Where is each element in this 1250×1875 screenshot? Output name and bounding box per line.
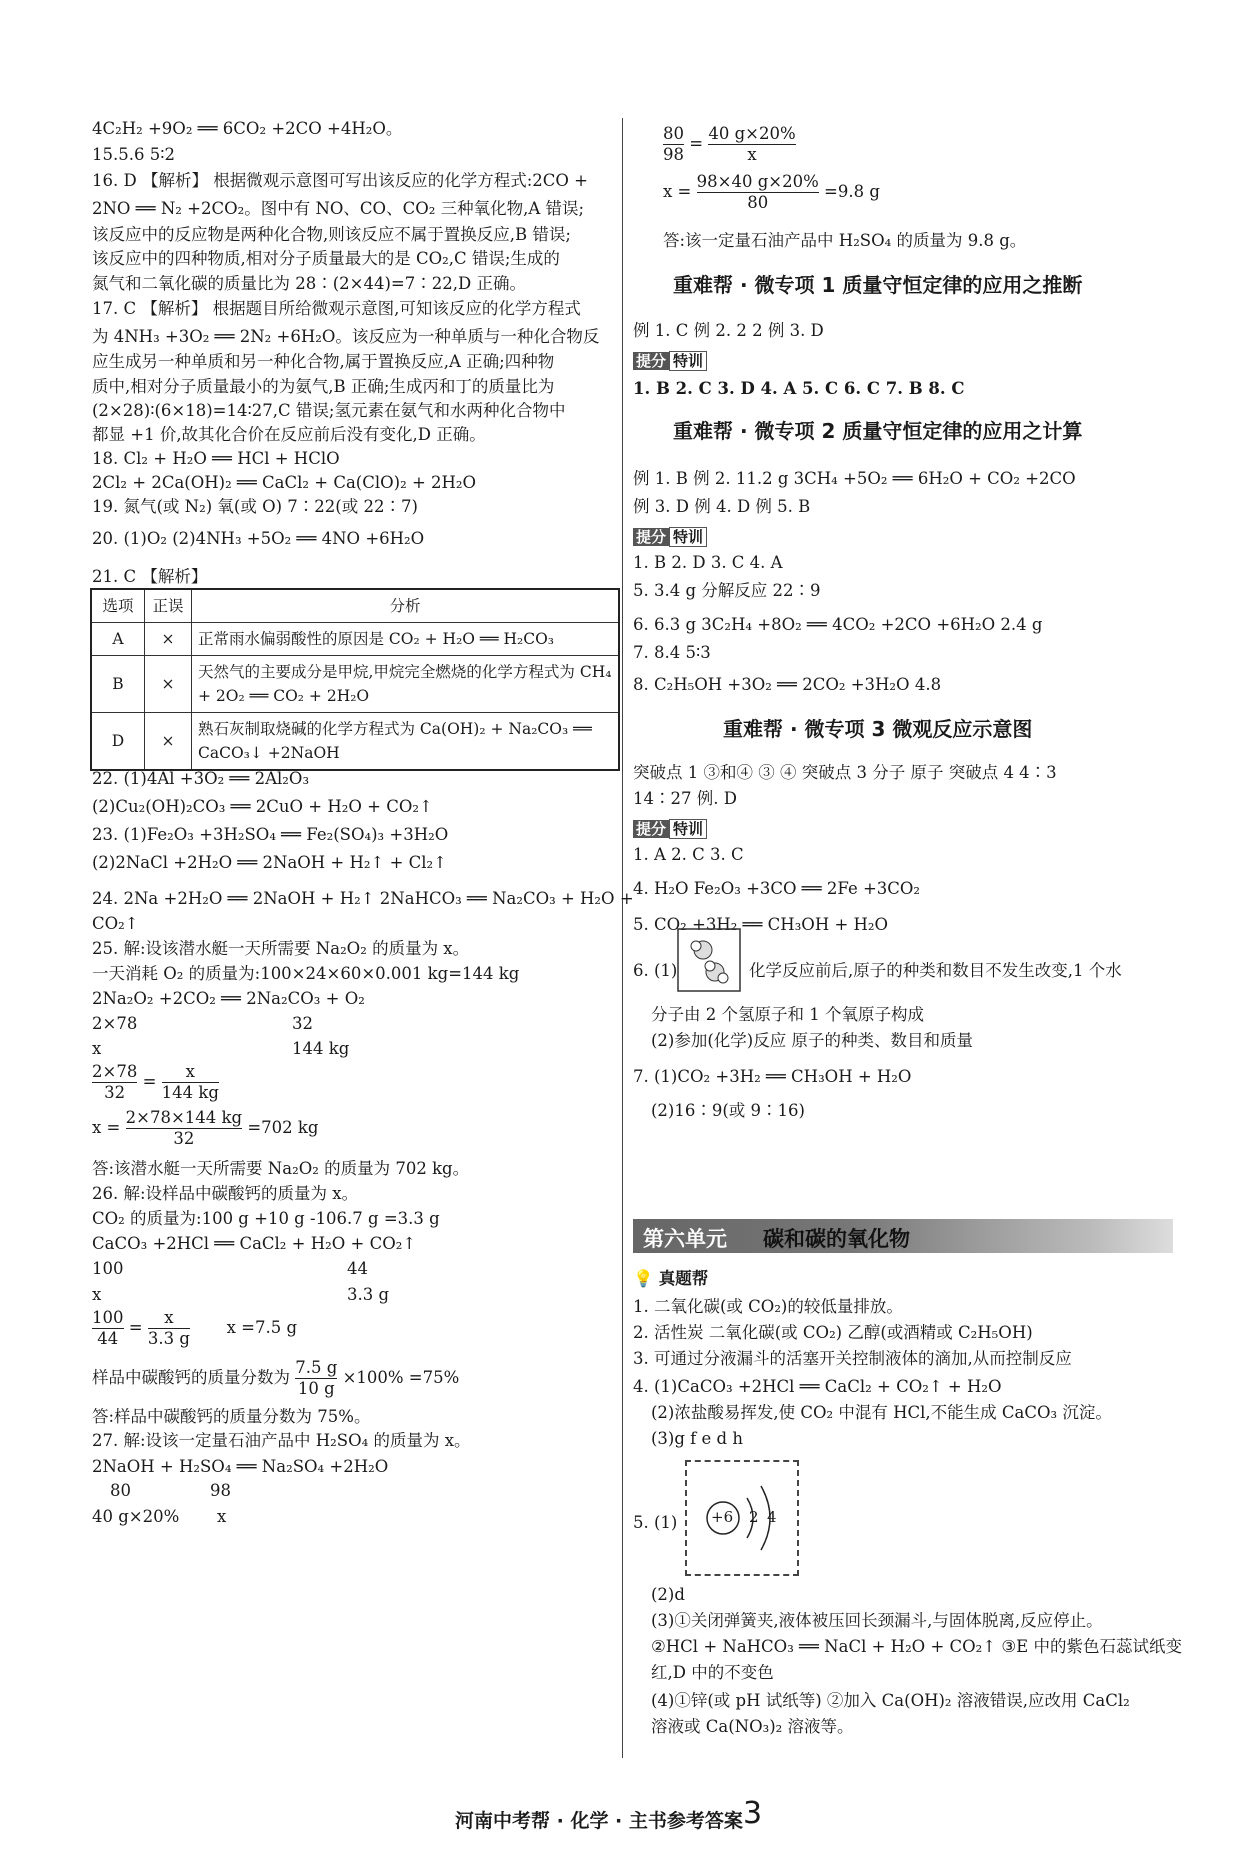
answer-line: 氮气和二氧化碳的质量比为 28∶(2×44)=7∶22,D 正确。 xyxy=(92,274,526,293)
tag-b: 特训 xyxy=(669,351,707,371)
page-number: 3 xyxy=(743,1796,763,1831)
answer-line: (3)①关闭弹簧夹,液体被压回长颈漏斗,与固体脱离,反应停止。 xyxy=(651,1611,1103,1630)
answer-line: (2)Cu₂(OH)₂CO₃ ══ 2CuO + H₂O + CO₂↑ xyxy=(92,797,433,816)
answer-line: 100 xyxy=(92,1259,124,1278)
tag-a: 提分 xyxy=(633,352,669,370)
answer-line: 7. (1)CO₂ +3H₂ ══ CH₃OH + H₂O xyxy=(633,1067,912,1086)
table-cell: B xyxy=(91,656,145,713)
answer-line: (2)16∶9(或 9∶16) xyxy=(651,1101,805,1120)
tifen-tag xyxy=(633,350,707,372)
bulb-icon: 💡 xyxy=(633,1269,654,1288)
answer-line: 1. B 2. D 3. C 4. A xyxy=(633,553,783,572)
frac-den: 3.3 g xyxy=(147,1329,190,1348)
answer-line: 2Na₂O₂ +2CO₂ ══ 2Na₂CO₃ + O₂ xyxy=(92,989,365,1008)
frac-num: x xyxy=(162,1062,219,1083)
answer-line: 7. 8.4 5∶3 xyxy=(633,643,711,662)
table-cell: × xyxy=(145,623,192,656)
atom-shells xyxy=(687,1462,797,1574)
frac-den: 32 xyxy=(104,1083,126,1102)
text: x =7.5 g xyxy=(226,1318,298,1337)
frac-den: x xyxy=(747,145,757,164)
answer-line: x xyxy=(217,1507,227,1526)
example-line: 例 1. B 例 2. 11.2 g 3CH₄ +5O₂ ══ 6H₂O + CO₂ +2CO xyxy=(633,469,1076,488)
frac-den: 144 kg xyxy=(161,1083,219,1102)
example-line: 例 1. C 例 2. 2 2 例 3. D xyxy=(633,321,824,340)
answer-19: 19. 氮气(或 N₂) 氧(或 O) 7∶22(或 22∶7) xyxy=(92,497,418,516)
section-heading: 重难帮 · 微专项 3 微观反应示意图 xyxy=(723,717,1033,741)
answer-line: (2)参加(化学)反应 原子的种类、数目和质量 xyxy=(651,1031,973,1050)
answer-line: 突破点 1 ③和④ ③ ④ 突破点 3 分子 原子 突破点 4 4∶3 xyxy=(633,763,1057,782)
section-heading: 重难帮 · 微专项 1 质量守恒定律的应用之推断 xyxy=(673,273,1083,297)
frac-num: x xyxy=(148,1308,190,1329)
frac-num: 2×78×144 kg xyxy=(125,1108,243,1127)
tag-a: 提分 xyxy=(633,820,669,838)
frac-den: 32 xyxy=(173,1129,195,1148)
answer-line: (2)浓盐酸易挥发,使 CO₂ 中混有 HCl,不能生成 CaCO₃ 沉淀。 xyxy=(651,1403,1112,1422)
column-divider xyxy=(622,118,623,1758)
fraction-line xyxy=(663,172,880,213)
answer-line: 1. A 2. C 3. C xyxy=(633,845,744,864)
tag-line xyxy=(633,818,707,840)
answer-line: 1. B 2. C 3. D 4. A 5. C 6. C 7. B 8. C xyxy=(633,379,965,398)
answer-line: 答:样品中碳酸钙的质量分数为 75%。 xyxy=(92,1407,371,1426)
answer-line: 3. 可通过分液漏斗的活塞开关控制液体的滴加,从而控制反应 xyxy=(633,1349,1072,1368)
answer-line: 14∶27 例. D xyxy=(633,789,737,808)
table-cell: × xyxy=(145,656,192,713)
answer-line: 为 4NH₃ +3O₂ ══ 2N₂ +6H₂O。该反应为一种单质与一种化合物反 xyxy=(92,327,600,346)
tag-line xyxy=(633,526,707,548)
answer-line: 144 kg xyxy=(292,1039,350,1058)
fraction-line: $\frac{2\times 78}{32}$ = $\frac{x}{144 kg}$ xyxy=(92,1062,219,1102)
frac-num: 7.5 g xyxy=(295,1358,338,1377)
answer-line: x xyxy=(92,1039,102,1058)
table-cell: D xyxy=(91,713,145,771)
section-heading: 重难帮 · 微专项 2 质量守恒定律的应用之计算 xyxy=(673,419,1083,443)
answer-line: CO₂ 的质量为:100 g +10 g -106.7 g =3.3 g xyxy=(92,1209,440,1228)
answer-line: 5. (1) xyxy=(633,1513,678,1532)
answer-18: 18. Cl₂ + H₂O ══ HCl + HClO xyxy=(92,449,340,468)
table-header: 分析 xyxy=(192,589,620,623)
fraction-line: $\frac{100}{44}$ = $\frac{x}{3.3 g}$ x =7.5 g xyxy=(92,1308,298,1348)
frac-den: 98 xyxy=(663,145,684,164)
answer-22: 22. (1)4Al +3O₂ ══ 2Al₂O₃ xyxy=(92,769,310,788)
atom-nucleus: +6 xyxy=(711,1508,734,1526)
frac-num: 40 g×20% xyxy=(708,124,796,143)
answer-line: 该反应中的四种物质,相对分子质量最大的是 CO₂,C 错误;生成的 xyxy=(92,249,560,268)
answer-line: 2×78 xyxy=(92,1014,138,1033)
answer-line: 8. C₂H₅OH +3O₂ ══ 2CO₂ +3H₂O 4.8 xyxy=(633,675,942,694)
answer-line: 应生成另一种单质和另一种化合物,属于置换反应,A 正确;四种物 xyxy=(92,352,555,371)
answer-line: 一天消耗 O₂ 的质量为:100×24×60×0.001 kg=144 kg xyxy=(92,964,520,983)
table-cell: 熟石灰制取烧碱的化学方程式为 Ca(OH)₂ + Na₂CO₃ ══ CaCO₃↓ +2NaOH xyxy=(192,713,620,771)
atom-structure-diagram xyxy=(685,1460,799,1576)
answer-line: 2NaOH + H₂SO₄ ══ Na₂SO₄ +2H₂O xyxy=(92,1457,389,1476)
table-cell: 正常雨水偏弱酸性的原因是 CO₂ + H₂O ══ H₂CO₃ xyxy=(192,623,620,656)
tag-a: 提分 xyxy=(633,528,669,546)
answer-line: ②HCl + NaHCO₃ ══ NaCl + H₂O + CO₂↑ ③E 中的紫色石蕊试纸变 xyxy=(651,1637,1182,1656)
table-row xyxy=(91,623,619,656)
answer-line: 该反应中的反应物是两种化合物,则该反应不属于置换反应,B 错误; xyxy=(92,225,571,244)
frac-num: 98×40 g×20% xyxy=(696,172,819,191)
answer-25: 25. 解:设该潜水艇一天所需要 Na₂O₂ 的质量为 x。 xyxy=(92,939,470,958)
answer-line: 4. (1)CaCO₃ +2HCl ══ CaCl₂ + CO₂↑ + H₂O xyxy=(633,1377,1002,1396)
atom-electron-count: 2 xyxy=(749,1508,759,1526)
text: =9.8 g xyxy=(824,182,880,201)
answer-line: 3.3 g xyxy=(347,1285,390,1304)
table-row xyxy=(91,713,619,771)
frac-den: 80 xyxy=(747,193,769,212)
answer-line: 红,D 中的不变色 xyxy=(651,1663,774,1682)
answer-20: 20. (1)O₂ (2)4NH₃ +5O₂ ══ 4NO +6H₂O xyxy=(92,529,425,548)
text: 样品中碳酸钙的质量分数为 xyxy=(92,1368,290,1387)
frac-den: 44 xyxy=(97,1329,119,1348)
molecule-diagram xyxy=(677,928,741,992)
tifen-tag xyxy=(633,526,707,548)
answer-line: 分子由 2 个氢原子和 1 个氧原子构成 xyxy=(651,1005,924,1024)
answer-line: (3)g f e d h xyxy=(651,1429,743,1448)
text: x = xyxy=(92,1118,121,1137)
table-header-row xyxy=(91,589,619,623)
answer-line: 6. (1) xyxy=(633,961,678,980)
table-header: 正误 xyxy=(145,589,192,623)
frac-num: 80 xyxy=(663,124,684,143)
example-line: 例 3. D 例 4. D 例 5. B xyxy=(633,497,811,516)
answer-line: 2Cl₂ + 2Ca(OH)₂ ══ CaCl₂ + Ca(ClO)₂ + 2H₂O xyxy=(92,473,477,492)
answer-line: (4)①锌(或 pH 试纸等) ②加入 Ca(OH)₂ 溶液错误,应改用 CaCl₂ xyxy=(651,1691,1130,1710)
table-cell: A xyxy=(91,623,145,656)
text: =702 kg xyxy=(247,1118,319,1137)
unit-banner xyxy=(633,1219,1173,1253)
table-row xyxy=(91,656,619,713)
tag-b: 特训 xyxy=(669,527,707,547)
answer-line: 质中,相对分子质量最小的为氨气,B 正确;生成丙和丁的质量比为 xyxy=(92,377,555,396)
answer-line: 40 g×20% xyxy=(92,1507,180,1526)
answer-24: 24. 2Na +2H₂O ══ 2NaOH + H₂↑ 2NaHCO₃ ══ Na₂CO₃ + H₂O + xyxy=(92,889,634,908)
answer-16: 16. D 【解析】 根据微观示意图可写出该反应的化学方程式:2CO + xyxy=(92,171,588,190)
answer-line: 98 xyxy=(210,1481,231,1500)
answer-line: CO₂↑ xyxy=(92,914,139,933)
answer-line: (2)d xyxy=(651,1585,685,1604)
zhenti-title: 真题帮 xyxy=(658,1269,709,1288)
answer-line: 4C₂H₂ +9O₂ ══ 6CO₂ +2CO +4H₂O。 xyxy=(92,119,403,138)
answer-line: 4. H₂O Fe₂O₃ +3CO ══ 2Fe +3CO₂ xyxy=(633,879,921,898)
answer-line: 80 xyxy=(110,1481,131,1500)
atom-electron-count: 4 xyxy=(767,1508,777,1526)
tag-b: 特训 xyxy=(669,819,707,839)
frac-num: 2×78 xyxy=(92,1062,138,1081)
unit-title: 碳和碳的氧化物 xyxy=(763,1227,910,1251)
answer-line: 44 xyxy=(347,1259,368,1278)
answer-line: 5. 3.4 g 分解反应 22∶9 xyxy=(633,581,821,600)
answer-21: 21. C 【解析】 xyxy=(92,567,208,586)
answer-line: 溶液或 Ca(NO₃)₂ 溶液等。 xyxy=(651,1717,854,1736)
answer-line: 6. 6.3 g 3C₂H₄ +8O₂ ══ 4CO₂ +2CO +6H₂O 2.4 g xyxy=(633,615,1043,634)
tag-line xyxy=(633,350,707,372)
answer-line: 答:该潜水艇一天所需要 Na₂O₂ 的质量为 702 kg。 xyxy=(92,1159,470,1178)
zt-title-line xyxy=(633,1268,708,1290)
fraction-line xyxy=(92,1108,318,1149)
text: ×100% =75% xyxy=(342,1368,460,1387)
fraction-line: $\frac{80}{98}$ = $\frac{40 g\times 20\%}{x}$ xyxy=(663,124,796,164)
answer-17: 17. C 【解析】 根据题目所给微观示意图,可知该反应的化学方程式 xyxy=(92,299,581,318)
answer-26: 26. 解:设样品中碳酸钙的质量为 x。 xyxy=(92,1184,359,1203)
answer-27: 27. 解:设该一定量石油产品中 H₂SO₄ 的质量为 x。 xyxy=(92,1431,471,1450)
answer-line: (2×28)∶(6×18)=14∶27,C 错误;氢元素在氨气和水两种化合物中 xyxy=(92,401,566,420)
answer-line: 1. 二氧化碳(或 CO₂)的较低量排放。 xyxy=(633,1297,903,1316)
answer-line: CaCO₃ +2HCl ══ CaCl₂ + H₂O + CO₂↑ xyxy=(92,1234,417,1253)
answer-15: 15.5.6 5∶2 xyxy=(92,145,176,164)
answer-23: 23. (1)Fe₂O₃ +3H₂SO₄ ══ Fe₂(SO₄)₃ +3H₂O xyxy=(92,825,449,844)
frac-num: 100 xyxy=(92,1308,124,1327)
answer-line: 都显 +1 价,故其化合价在反应前后没有变化,D 正确。 xyxy=(92,425,486,444)
answer-line: 2. 活性炭 二氧化碳(或 CO₂) 乙醇(或酒精或 C₂H₅OH) xyxy=(633,1323,1033,1342)
answer-line: 2NO ══ N₂ +2CO₂。图中有 NO、CO、CO₂ 三种氧化物,A 错误; xyxy=(92,199,585,218)
text: x = xyxy=(663,182,692,201)
frac-den: 10 g xyxy=(297,1379,335,1398)
table-cell: 天然气的主要成分是甲烷,甲烷完全燃烧的化学方程式为 CH₄ + 2O₂ ══ CO₂ + 2H₂O xyxy=(192,656,620,713)
footer-title: 河南中考帮 · 化学 · 主书参考答案 xyxy=(455,1810,743,1832)
analysis-table xyxy=(90,588,620,771)
answer-line: 5. CO₂ +3H₂ ══ CH₃OH + H₂O xyxy=(633,915,889,934)
unit-number: 第六单元 xyxy=(643,1227,727,1251)
table-cell: × xyxy=(145,713,192,771)
answer-line: (2)2NaCl +2H₂O ══ 2NaOH + H₂↑ + Cl₂↑ xyxy=(92,853,447,872)
answer-line: 答:该一定量石油产品中 H₂SO₄ 的质量为 9.8 g。 xyxy=(663,231,1027,250)
answer-line: 32 xyxy=(292,1014,313,1033)
answer-line: 化学反应前后,原子的种类和数目不发生改变,1 个水 xyxy=(749,961,1122,980)
fraction-line xyxy=(92,1358,459,1399)
answer-line: x xyxy=(92,1285,102,1304)
tifen-tag xyxy=(633,818,707,840)
table-header: 选项 xyxy=(91,589,145,623)
